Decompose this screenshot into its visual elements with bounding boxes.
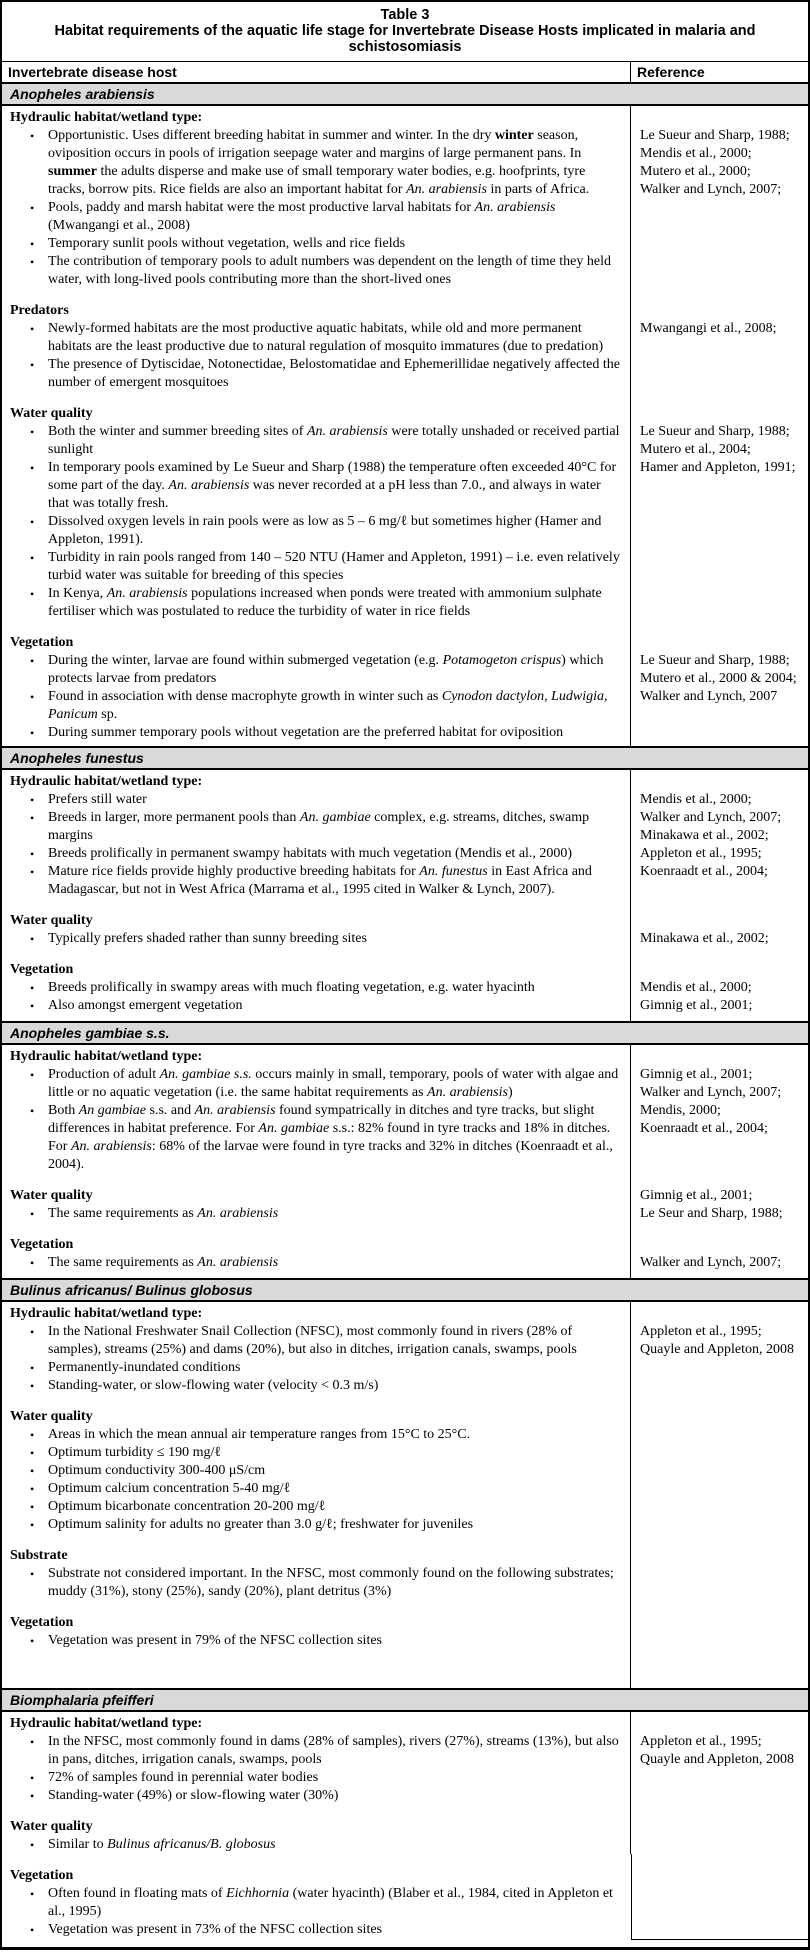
- bullet-icon: •: [30, 1068, 35, 1082]
- bullet-item: [10, 1102, 620, 1174]
- subsection-heading: Vegetation: [10, 635, 74, 650]
- bullet-icon: •: [30, 1789, 35, 1803]
- reference-item: Le Sueur and Sharp, 1988;: [640, 424, 790, 439]
- species-name: Anopheles gambiae s.s.: [10, 1025, 170, 1041]
- bullet-item: [10, 253, 620, 289]
- bullet-item: [10, 513, 620, 549]
- reference-item: Walker and Lynch, 2007;: [640, 1085, 782, 1100]
- reference-item: Mendis, 2000;: [640, 1103, 721, 1118]
- bullet-text: During the winter, larvae are found within submerged vegetation (e.g. Potamogeton crispus) which protects larvae from predators: [48, 653, 604, 686]
- reference-item: Minakawa et al., 2002;: [640, 828, 769, 843]
- bullet-item: [10, 1769, 620, 1787]
- reference-item: Minakawa et al., 2002;: [640, 931, 769, 946]
- bullet-item: [10, 688, 620, 724]
- bullet-item: [10, 1462, 620, 1480]
- bullet-item: [10, 1444, 620, 1462]
- reference-item: Hamer and Appleton, 1991;: [640, 460, 796, 475]
- bullet-icon: •: [30, 932, 35, 946]
- bullet-icon: •: [30, 865, 35, 879]
- bullet-text: The presence of Dytiscidae, Notonectidae, Belostomatidae and Ephemerillidae negatively affected the number of emergent mosquitoes: [48, 357, 620, 390]
- subsection-heading: Water quality: [10, 1819, 93, 1834]
- species-header-row: [2, 1688, 808, 1712]
- subsection-row: [2, 1805, 808, 1854]
- bullet-item: [10, 997, 620, 1015]
- subsection-row: [2, 1174, 808, 1223]
- host-cell: [2, 1223, 631, 1278]
- species-name: Anopheles arabiensis: [10, 86, 155, 102]
- reference-item: Le Seur and Sharp, 1988;: [640, 1206, 783, 1221]
- reference-cell: [631, 106, 808, 289]
- reference-item: Appleton et al., 1995;: [640, 1734, 762, 1749]
- bullet-item: [10, 1836, 620, 1854]
- subsection-row: [2, 1712, 808, 1805]
- reference-cell: [631, 1302, 808, 1395]
- bullet-text: Breeds prolifically in permanent swampy habitats with much vegetation (Mendis et al., 2000): [48, 846, 573, 861]
- bullet-icon: •: [30, 981, 35, 995]
- reference-group: [640, 127, 798, 199]
- subsection-row: [2, 1302, 808, 1395]
- bullet-item: [10, 863, 620, 899]
- bullet-icon: •: [30, 1482, 35, 1496]
- species-header-row: [2, 746, 808, 770]
- reference-cell: [631, 1601, 808, 1688]
- reference-item: Le Sueur and Sharp, 1988;: [640, 128, 790, 143]
- bullet-text: Newly-formed habitats are the most productive aquatic habitats, while old and more permanent habitats are the least productive due to natural regulation of mosquito immatures (due to predation): [48, 321, 604, 354]
- host-cell: [2, 1534, 631, 1601]
- reference-item: Mwangangi et al., 2008;: [640, 321, 777, 336]
- bullet-item: [10, 1921, 621, 1939]
- subsection-heading: Water quality: [10, 1409, 93, 1424]
- reference-group: [640, 979, 798, 1015]
- reference-cell: [631, 1854, 808, 1940]
- bullet-text: In temporary pools examined by Le Sueur and Sharp (1988) the temperature often exceeded 40°C for some part of the day. An. arabiensis was never recorded at a pH less than 7.0., and always in water that was totally fresh.: [48, 460, 617, 511]
- bullet-text: Typically prefers shaded rather than sunny breeding sites: [48, 931, 367, 946]
- bullet-text: Production of adult An. gambiae s.s. occurs mainly in small, temporary, pools of water with algae and little or no aquatic vegetation (i.e. the same habitat requirements as An. arabiensis): [48, 1067, 619, 1100]
- bullet-icon: •: [30, 129, 35, 143]
- bullet-text: Turbidity in rain pools ranged from 140 – 520 NTU (Hamer and Appleton, 1991) – i.e. even relatively turbid water was suitable for breeding of this species: [48, 550, 620, 583]
- reference-cell: [631, 1534, 808, 1601]
- subsection-heading: Water quality: [10, 406, 93, 421]
- species-container: [2, 82, 808, 1947]
- subsection-heading: Hydraulic habitat/wetland type:: [10, 1716, 203, 1731]
- bullet-icon: •: [30, 1428, 35, 1442]
- bullet-item: [10, 1205, 620, 1223]
- bullet-item: [10, 1426, 620, 1444]
- bullet-text: Prefers still water: [48, 792, 147, 807]
- bullet-item: [10, 1323, 620, 1359]
- subsection-row: [2, 289, 808, 392]
- reference-item: Walker and Lynch, 2007: [640, 689, 778, 704]
- bullet-item: [10, 585, 620, 621]
- reference-cell: [631, 1045, 808, 1174]
- bullet-item: [10, 1359, 620, 1377]
- bullet-icon: •: [30, 1446, 35, 1460]
- bullet-text: Optimum bicarbonate concentration 20-200 mg/ℓ: [48, 1499, 326, 1514]
- bullet-text: Both the winter and summer breeding sites of An. arabiensis were totally unshaded or received partial sunlight: [48, 424, 620, 457]
- bullet-icon: •: [30, 1379, 35, 1393]
- bullet-text: Opportunistic. Uses different breeding habitat in summer and winter. In the dry winter season, oviposition occurs in pools of irrigation seepage water and margins of large permanent pans. In summer the adults disperse and make use of small temporary water bodies, e.g. hoofprints, tyre tracks, borrow pits. Rice fields are also an important habitat for An. arabiensis in parts of Africa.: [48, 128, 590, 197]
- bullet-text: Standing-water, or slow-flowing water (velocity < 0.3 m/s): [48, 1378, 379, 1393]
- bullet-item: [10, 1733, 620, 1769]
- subsection-heading: Vegetation: [10, 1237, 74, 1252]
- bullet-item: [10, 320, 620, 356]
- bullet-item: [10, 1498, 620, 1516]
- bullet-item: [10, 549, 620, 585]
- column-header-row: [2, 62, 808, 82]
- bullet-item: [10, 1787, 620, 1805]
- reference-cell: [631, 1712, 808, 1805]
- bullet-text: Optimum conductivity 300-400 μS/cm: [48, 1463, 266, 1478]
- bullet-text: Breeds prolifically in swampy areas with much floating vegetation, e.g. water hyacinth: [48, 980, 535, 995]
- reference-item: Gimnig et al., 2001;: [640, 1188, 753, 1203]
- subsection-heading: Vegetation: [10, 1615, 74, 1630]
- bullet-icon: •: [30, 237, 35, 251]
- host-cell: [2, 289, 631, 392]
- reference-group: [640, 1187, 798, 1223]
- reference-cell: [631, 392, 808, 621]
- bullet-item: [10, 1516, 620, 1534]
- reference-item: Appleton et al., 1995;: [640, 1324, 762, 1339]
- reference-item: Quayle and Appleton, 2008: [640, 1752, 794, 1767]
- species-header-row: [2, 1021, 808, 1045]
- bullet-item: [10, 791, 620, 809]
- bullet-icon: •: [30, 654, 35, 668]
- bullet-icon: •: [30, 1464, 35, 1478]
- bullet-item: [10, 930, 620, 948]
- reference-item: Mutero et al., 2000 & 2004;: [640, 671, 797, 686]
- bullet-item: [10, 845, 620, 863]
- reference-group: [640, 930, 798, 948]
- reference-cell: [631, 1174, 808, 1223]
- subsection-heading: Water quality: [10, 1188, 93, 1203]
- bullet-icon: •: [30, 425, 35, 439]
- bullet-icon: •: [30, 847, 35, 861]
- bullet-text: Often found in floating mats of Eichhornia (water hyacinth) (Blaber et al., 1984, cited in Appleton et al., 1995): [48, 1886, 613, 1919]
- bullet-icon: •: [30, 551, 35, 565]
- bullet-text: Mature rice fields provide highly productive breeding habitats for An. funestus in East Africa and Madagascar, but not in West Africa (Marrama et al., 1995 cited in Walker & Lynch, 2007).: [48, 864, 592, 897]
- bullet-icon: •: [30, 1634, 35, 1648]
- subsection-heading: Substrate: [10, 1548, 68, 1563]
- subsection-row: [2, 1395, 808, 1534]
- reference-item: Mendis et al., 2000;: [640, 146, 752, 161]
- bullet-text: Temporary sunlit pools without vegetation, wells and rice fields: [48, 236, 406, 251]
- reference-cell: [631, 1395, 808, 1534]
- bullet-text: Pools, paddy and marsh habitat were the most productive larval habitats for An. arabiensis (Mwangangi et al., 2008): [48, 200, 556, 233]
- bullet-item: [10, 199, 620, 235]
- host-cell: [2, 770, 631, 899]
- host-cell: [2, 1854, 631, 1947]
- bullet-text: Both An gambiae s.s. and An. arabiensis found sympatrically in ditches and tyre tracks, but slight differences in habitat preference. For An. gambiae s.s.: 82% found in tyre tracks and 18% in ditches. For An. arabiensis: 68% of the larvae were found in tyre tracks and 32% in ditches (Koenraadt et al., 2004).: [48, 1103, 613, 1172]
- bullet-text: Optimum turbidity ≤ 190 mg/ℓ: [48, 1445, 222, 1460]
- bullet-text: In Kenya, An. arabiensis populations increased when ponds were treated with ammonium sulphate fertiliser which was postulated to reduce the turbidity of water in rice fields: [48, 586, 602, 619]
- reference-cell: [631, 1805, 808, 1854]
- bullet-item: [10, 652, 620, 688]
- species-name: Bulinus africanus/ Bulinus globosus: [10, 1282, 253, 1298]
- reference-group: [640, 1066, 798, 1138]
- bullet-text: Substrate not considered important. In the NFSC, most commonly found on the following substrates; muddy (31%), stony (25%), sandy (20%), plant detritus (3%): [48, 1566, 614, 1599]
- bullet-item: [10, 724, 620, 742]
- bullet-icon: •: [30, 811, 35, 825]
- bullet-item: [10, 1885, 621, 1921]
- reference-item: Quayle and Appleton, 2008: [640, 1342, 794, 1357]
- bullet-text: Standing-water (49%) or slow-flowing water (30%): [48, 1788, 339, 1803]
- bullet-text: The contribution of temporary pools to adult numbers was dependent on the length of time they held water, with long-lived pools contributing more than the short-lived ones: [48, 254, 611, 287]
- reference-group: [640, 1323, 798, 1359]
- reference-item: Le Sueur and Sharp, 1988;: [640, 653, 790, 668]
- bullet-icon: •: [30, 587, 35, 601]
- bullet-item: [10, 1480, 620, 1498]
- host-cell: [2, 1302, 631, 1395]
- host-cell: [2, 1805, 631, 1854]
- bullet-icon: •: [30, 322, 35, 336]
- bullet-text: Optimum calcium concentration 5-40 mg/ℓ: [48, 1481, 291, 1496]
- reference-group: [640, 791, 798, 881]
- reference-item: Appleton et al., 1995;: [640, 846, 762, 861]
- table-title-block: [2, 2, 808, 62]
- bullet-text: In the National Freshwater Snail Collection (NFSC), most commonly found in rivers (28% of samples), streams (25%) and dams (20%), but also in ditches, irrigation canals, swamps, pools: [48, 1324, 577, 1357]
- species-header-row: [2, 82, 808, 106]
- reference-item: Gimnig et al., 2001;: [640, 1067, 753, 1082]
- bullet-item: [10, 809, 620, 845]
- bullet-icon: •: [30, 1771, 35, 1785]
- bullet-item: [10, 979, 620, 997]
- bullet-item: [10, 127, 620, 199]
- reference-group: [640, 1733, 798, 1769]
- bullet-icon: •: [30, 201, 35, 215]
- species-name: Anopheles funestus: [10, 750, 144, 766]
- species-name: Biomphalaria pfeifferi: [10, 1692, 154, 1708]
- reference-cell: [631, 1223, 808, 1278]
- bullet-icon: •: [30, 1518, 35, 1532]
- host-cell: [2, 1174, 631, 1223]
- bullet-item: [10, 1565, 620, 1601]
- subsection-row: [2, 1854, 808, 1947]
- host-cell: [2, 1045, 631, 1174]
- subsection-heading: Water quality: [10, 913, 93, 928]
- bullet-text: Found in association with dense macrophyte growth in winter such as Cynodon dactylon, Ludwigia, Panicum sp.: [48, 689, 608, 722]
- reference-cell: [631, 621, 808, 746]
- bullet-item: [10, 1254, 620, 1272]
- bullet-item: [10, 423, 620, 459]
- bullet-item: [10, 459, 620, 513]
- subsection-row: [2, 1601, 808, 1688]
- subsection-heading: Hydraulic habitat/wetland type:: [10, 1306, 203, 1321]
- subsection-row: [2, 1534, 808, 1601]
- subsection-heading: Predators: [10, 303, 69, 318]
- bullet-item: [10, 1377, 620, 1395]
- host-cell: [2, 1712, 631, 1805]
- bullet-icon: •: [30, 1256, 35, 1270]
- reference-item: Walker and Lynch, 2007;: [640, 182, 782, 197]
- column-header-host-label: Invertebrate disease host: [2, 62, 631, 82]
- bullet-text: Similar to Bulinus africanus/B. globosus: [48, 1837, 276, 1852]
- reference-cell: [631, 770, 808, 899]
- bullet-text: 72% of samples found in perennial water bodies: [48, 1770, 319, 1785]
- host-cell: [2, 1395, 631, 1534]
- bullet-icon: •: [30, 1325, 35, 1339]
- bullet-text: In the NFSC, most commonly found in dams (28% of samples), rivers (27%), streams (13%), but also in pans, ditches, irrigation canals, swamps, pools: [48, 1734, 619, 1767]
- bullet-text: The same requirements as An. arabiensis: [48, 1206, 279, 1221]
- reference-item: Koenraadt et al., 2004;: [640, 1121, 768, 1136]
- bullet-icon: •: [30, 1887, 35, 1901]
- reference-item: Walker and Lynch, 2007;: [640, 1255, 782, 1270]
- bullet-icon: •: [30, 1104, 35, 1118]
- reference-item: Gimnig et al., 2001;: [640, 998, 753, 1013]
- table-number: Table 3: [380, 7, 430, 23]
- bullet-icon: •: [30, 1207, 35, 1221]
- bullet-item: [10, 356, 620, 392]
- bullet-text: Vegetation was present in 79% of the NFSC collection sites: [48, 1633, 382, 1648]
- host-cell: [2, 392, 631, 621]
- host-cell: [2, 621, 631, 746]
- column-header-reference-label: Reference: [637, 64, 705, 80]
- subsection-row: [2, 948, 808, 1021]
- subsection-heading: Hydraulic habitat/wetland type:: [10, 774, 203, 789]
- bullet-text: Also amongst emergent vegetation: [48, 998, 243, 1013]
- subsection-row: [2, 1223, 808, 1278]
- subsection-row: [2, 106, 808, 289]
- subsection-heading: Hydraulic habitat/wetland type:: [10, 110, 203, 125]
- bullet-item: [10, 235, 620, 253]
- reference-cell: [631, 289, 808, 392]
- bullet-item: [10, 1632, 620, 1650]
- bullet-icon: •: [30, 1838, 35, 1852]
- bullet-item: [10, 1066, 620, 1102]
- subsection-row: [2, 770, 808, 899]
- bullet-icon: •: [30, 1923, 35, 1937]
- reference-item: Mutero et al., 2004;: [640, 442, 751, 457]
- reference-group: [640, 320, 798, 338]
- bullet-text: Breeds in larger, more permanent pools than An. gambiae complex, e.g. streams, ditches, swamp margins: [48, 810, 590, 843]
- reference-cell: [631, 948, 808, 1021]
- reference-item: Mendis et al., 2000;: [640, 792, 752, 807]
- subsection-row: [2, 1045, 808, 1174]
- subsection-row: [2, 621, 808, 746]
- bullet-icon: •: [30, 690, 35, 704]
- reference-item: Walker and Lynch, 2007;: [640, 810, 782, 825]
- species-header-row: [2, 1278, 808, 1302]
- reference-group: [640, 423, 798, 477]
- bullet-text: The same requirements as An. arabiensis: [48, 1255, 279, 1270]
- subsection-heading: Vegetation: [10, 962, 74, 977]
- bullet-text: Areas in which the mean annual air temperature ranges from 15°C to 25°C.: [48, 1427, 471, 1442]
- bullet-icon: •: [30, 1567, 35, 1581]
- bullet-icon: •: [30, 515, 35, 529]
- host-cell: [2, 106, 631, 289]
- reference-group: [640, 652, 798, 706]
- bullet-text: During summer temporary pools without vegetation are the preferred habitat for oviposition: [48, 725, 564, 740]
- subsection-heading: Vegetation: [10, 1868, 74, 1883]
- reference-item: Mendis et al., 2000;: [640, 980, 752, 995]
- subsection-heading: Hydraulic habitat/wetland type:: [10, 1049, 203, 1064]
- bullet-icon: •: [30, 999, 35, 1013]
- subsection-row: [2, 899, 808, 948]
- bullet-icon: •: [30, 255, 35, 269]
- bullet-icon: •: [30, 1735, 35, 1749]
- reference-item: Koenraadt et al., 2004;: [640, 864, 768, 879]
- reference-item: Mutero et al., 2000;: [640, 164, 751, 179]
- bullet-icon: •: [30, 1500, 35, 1514]
- bullet-text: Permanently-inundated conditions: [48, 1360, 241, 1375]
- bullet-icon: •: [30, 726, 35, 740]
- bullet-icon: •: [30, 793, 35, 807]
- host-cell: [2, 948, 631, 1021]
- table-caption: Habitat requirements of the aquatic life stage for Invertebrate Disease Hosts implicated in malaria and schistosomiasis: [54, 23, 756, 55]
- bullet-icon: •: [30, 358, 35, 372]
- subsection-row: [2, 392, 808, 621]
- bullet-text: Optimum salinity for adults no greater than 3.0 g/ℓ; freshwater for juveniles: [48, 1517, 474, 1532]
- reference-group: [640, 1254, 798, 1272]
- bullet-icon: •: [30, 461, 35, 475]
- bullet-icon: •: [30, 1361, 35, 1375]
- host-cell: [2, 1601, 631, 1688]
- reference-cell: [631, 899, 808, 948]
- bullet-text: Dissolved oxygen levels in rain pools were as low as 5 – 6 mg/ℓ but sometimes higher (Hamer and Appleton, 1991).: [48, 514, 602, 547]
- bullet-text: Vegetation was present in 73% of the NFSC collection sites: [48, 1922, 382, 1937]
- host-cell: [2, 899, 631, 948]
